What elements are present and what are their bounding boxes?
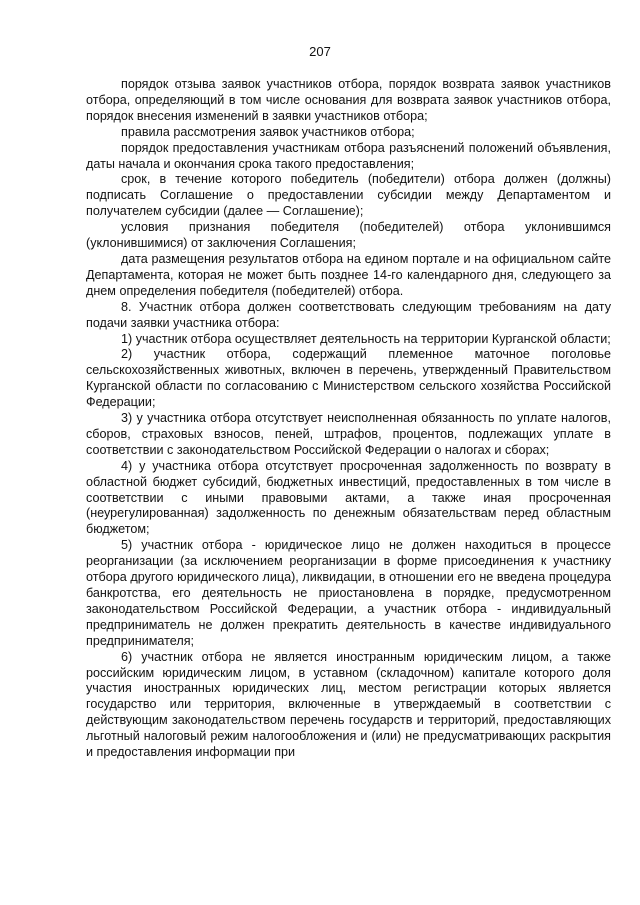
paragraph-clarification-procedure: порядок предоставления участникам отбора разъяснений положений объявления, даты начала и окончания срока такого предоставления;	[86, 140, 611, 171]
paragraph-requirement-2: 2) участник отбора, содержащий племенное маточное поголовье сельскохозяйственных животных, включен в перечень, утвержденный Правительством Курганской области по согласованию с Министерством сельского хозяйства Российской Федерации;	[86, 347, 611, 410]
paragraph-signing-deadline: срок, в течение которого победитель (победители) отбора должен (должны) подписать Соглашение о предоставлении субсидии между Департаментом и получателем субсидии (далее — Соглашение);	[86, 172, 611, 219]
paragraph-requirement-4: 4) у участника отбора отсутствует просроченная задолженность по возврату в областной бюджет субсидий, бюджетных инвестиций, предоставленных в том числе в соответствии с иными правовыми актами, а также иная просроченная (неурегулированная) задолженность по денежным обязательствам перед областным бюджетом;	[86, 458, 611, 537]
paragraph-requirement-6: 6) участник отбора не является иностранным юридическим лицом, а также российским юридическим лицом, в уставном (складочном) капитале которого доля участия иностранных юридических лиц, местом регистрации которых является государство или территория, включенные в утверждаемый в соответствии с действующим законодательством перечень государств и территорий, предоставляющих льготный налоговый режим налогообложения и (или) не предусматривающих раскрытия и предоставления информации при	[86, 649, 611, 760]
paragraph-requirement-1: 1) участник отбора осуществляет деятельность на территории Курганской области;	[121, 331, 611, 346]
paragraph-section-8: 8. Участник отбора должен соответствовать следующим требованиям на дату подачи заявки участника отбора:	[86, 299, 611, 330]
paragraph-review-rules: правила рассмотрения заявок участников отбора;	[121, 124, 415, 139]
paragraph-requirement-3: 3) у участника отбора отсутствует неисполненная обязанность по уплате налогов, сборов, страховых взносов, пеней, штрафов, процентов, подлежащих уплате в соответствии с законодательством Российской Федерации о налогах и сборах;	[86, 411, 611, 457]
paragraph-requirement-5: 5) участник отбора - юридическое лицо не должен находиться в процессе реорганизации (за исключением реорганизации в форме присоединения к участнику отбора другого юридического лица), ликвидации, в отношении его не введена процедура банкротства, его деятельность не приостановлена в порядке, предусмотренном законодательством Российской Федерации, а участник отбора - индивидуальный предприниматель не должен прекратить деятельность в качестве индивидуального предпринимателя;	[86, 538, 611, 648]
paragraph-withdrawal-procedure: порядок отзыва заявок участников отбора, порядок возврата заявок участников отбора, определяющий в том числе основания для возврата заявок участников отбора, порядок внесения изменений в заявки участников отбора;	[86, 77, 611, 123]
paragraph-results-date: дата размещения результатов отбора на едином портале и на официальном сайте Департамента, которая не может быть позднее 14-го календарного дня, следующего за днем определения победителя (победителей) отбора.	[86, 251, 611, 298]
paragraph-evasion-conditions: условия признания победителя (победителей) отбора уклонившимся (уклонившимися) от заключения Соглашения;	[86, 220, 611, 251]
page-number: 207	[309, 44, 331, 59]
document-body	[86, 77, 611, 761]
